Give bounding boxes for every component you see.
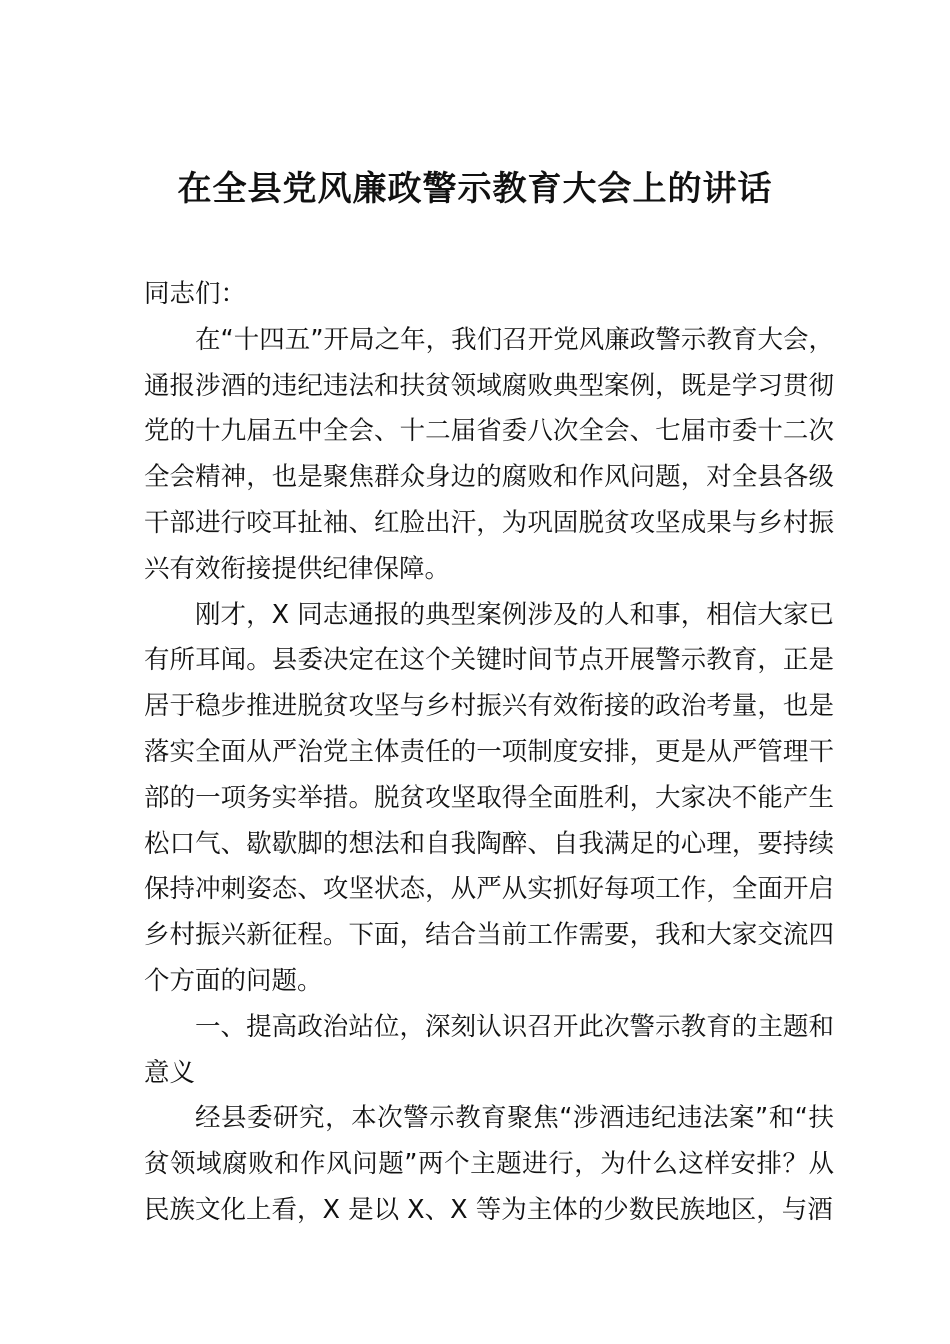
- section-heading: 一、提高政治站位，深刻认识召开此次警示教育的主题和意义: [144, 1011, 834, 1088]
- document-title: 在全县党风廉政警示教育大会上的讲话: [177, 169, 773, 209]
- paragraph-2: 刚才，X 同志通报的典型案例涉及的人和事，相信大家已有所耳闻。县委决定在这个关键时间节点开展警示教育，正是居于稳步推进脱贫攻坚与乡村振兴有效衔接的政治考量，也是落实全面从严治党主体责任的一项制度安排，更是从严管理干部的一项务实举措。脱贫攻坚取得全面胜利，大家决不能产生松口气、歇歇脚的想法和自我陶醉、自我满足的心理，要持续保持冲刺姿态、攻坚状态，从严从实抓好每项工作，全面开启乡村振兴新征程。下面，结合当前工作需要，我和大家交流四个方面的问题。: [144, 599, 834, 996]
- section-paragraph: 经县委研究，本次警示教育聚焦“涉酒违纪违法案”和“扶贫领域腐败和作风问题”两个主题进行，为什么这样安排？从民族文化上看，X 是以 X、X 等为主体的少数民族地区，与酒: [144, 1103, 834, 1225]
- salutation: 同志们：: [144, 279, 247, 309]
- paragraph-1: 在“十四五”开局之年，我们召开党风廉政警示教育大会，通报涉酒的违纪违法和扶贫领域腐败典型案例，既是学习贯彻党的十九届五中全会、十二届省委八次全会、七届市委十二次全会精神，也是聚焦群众身边的腐败和作风问题，对全县各级干部进行咬耳扯袖、红脸出汗，为巩固脱贫攻坚成果与乡村振兴有效衔接提供纪律保障。: [144, 324, 834, 584]
- document-body: [144, 272, 834, 1234]
